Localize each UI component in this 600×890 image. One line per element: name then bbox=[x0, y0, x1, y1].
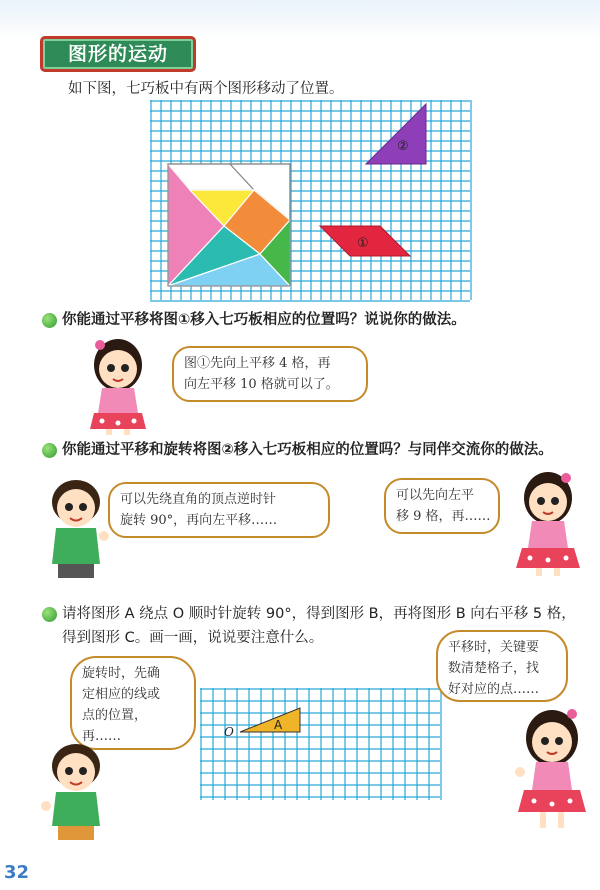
bullet-q3 bbox=[42, 607, 57, 622]
question-3-line1: 请将图形 A 绕点 O 顺时针旋转 90°，得到图形 B，再将图形 B 向右平移 5 格， bbox=[62, 606, 576, 622]
bubble-line: 移 9 格，再…… bbox=[396, 509, 491, 524]
bubble-line: 旋转 90°，再向左平移…… bbox=[120, 513, 278, 528]
tangram-square bbox=[168, 164, 290, 286]
speech-bubble-3-girl bbox=[436, 630, 568, 702]
girl-character-3 bbox=[512, 704, 592, 834]
girl-character-1 bbox=[80, 335, 158, 435]
bubble-line: 点的位置， bbox=[82, 708, 148, 723]
intro-text: 如下图，七巧板中有两个图形移动了位置。 bbox=[68, 81, 344, 97]
point-O-label: O bbox=[224, 725, 234, 739]
bubble-line: 定相应的线或 bbox=[82, 687, 161, 702]
boy-character-2 bbox=[36, 736, 120, 844]
shape2-label: ② bbox=[397, 139, 409, 154]
question-1: 你能通过平移将图①移入七巧板相应的位置吗？说说你的做法。 bbox=[62, 312, 466, 328]
question-2: 你能通过平移和旋转将图②移入七巧板相应的位置吗？与同伴交流你的做法。 bbox=[62, 442, 553, 458]
bubble-line: 再…… bbox=[82, 729, 122, 744]
bubble-line: 旋转时，先确 bbox=[82, 666, 161, 681]
shapeA-label: A bbox=[274, 718, 283, 732]
shape1-label: ① bbox=[357, 236, 369, 251]
section-title: 图形的运动 bbox=[40, 36, 196, 72]
girl-character-2 bbox=[510, 468, 586, 580]
bullet-q2 bbox=[42, 443, 57, 458]
bubble-line: 平移时，关键要 bbox=[448, 640, 540, 655]
bubble-line: 向左平移 10 格就可以了。 bbox=[184, 377, 339, 392]
purple-triangle-shape2 bbox=[366, 104, 426, 164]
boy-character-1 bbox=[38, 472, 118, 584]
bubble-line: 好对应的点…… bbox=[448, 682, 540, 697]
bubble-line: 可以先绕直角的顶点逆时针 bbox=[120, 492, 277, 507]
bubble-line: 图①先向上平移 4 格，再 bbox=[184, 356, 331, 371]
bubble-line: 数清楚格子，找 bbox=[448, 661, 540, 676]
question-3-line2: 得到图形 C。画一画，说说要注意什么。 bbox=[62, 630, 324, 646]
speech-bubble-2-boy bbox=[108, 482, 330, 538]
speech-bubble-2-girl bbox=[384, 478, 500, 534]
speech-bubble-1 bbox=[172, 346, 368, 402]
grid-lines bbox=[200, 688, 441, 800]
rotation-grid bbox=[200, 688, 442, 802]
bullet-q1 bbox=[42, 313, 57, 328]
page-number: 32 bbox=[4, 862, 30, 883]
tangram-grid bbox=[150, 100, 472, 310]
bubble-line: 可以先向左平 bbox=[396, 488, 475, 503]
